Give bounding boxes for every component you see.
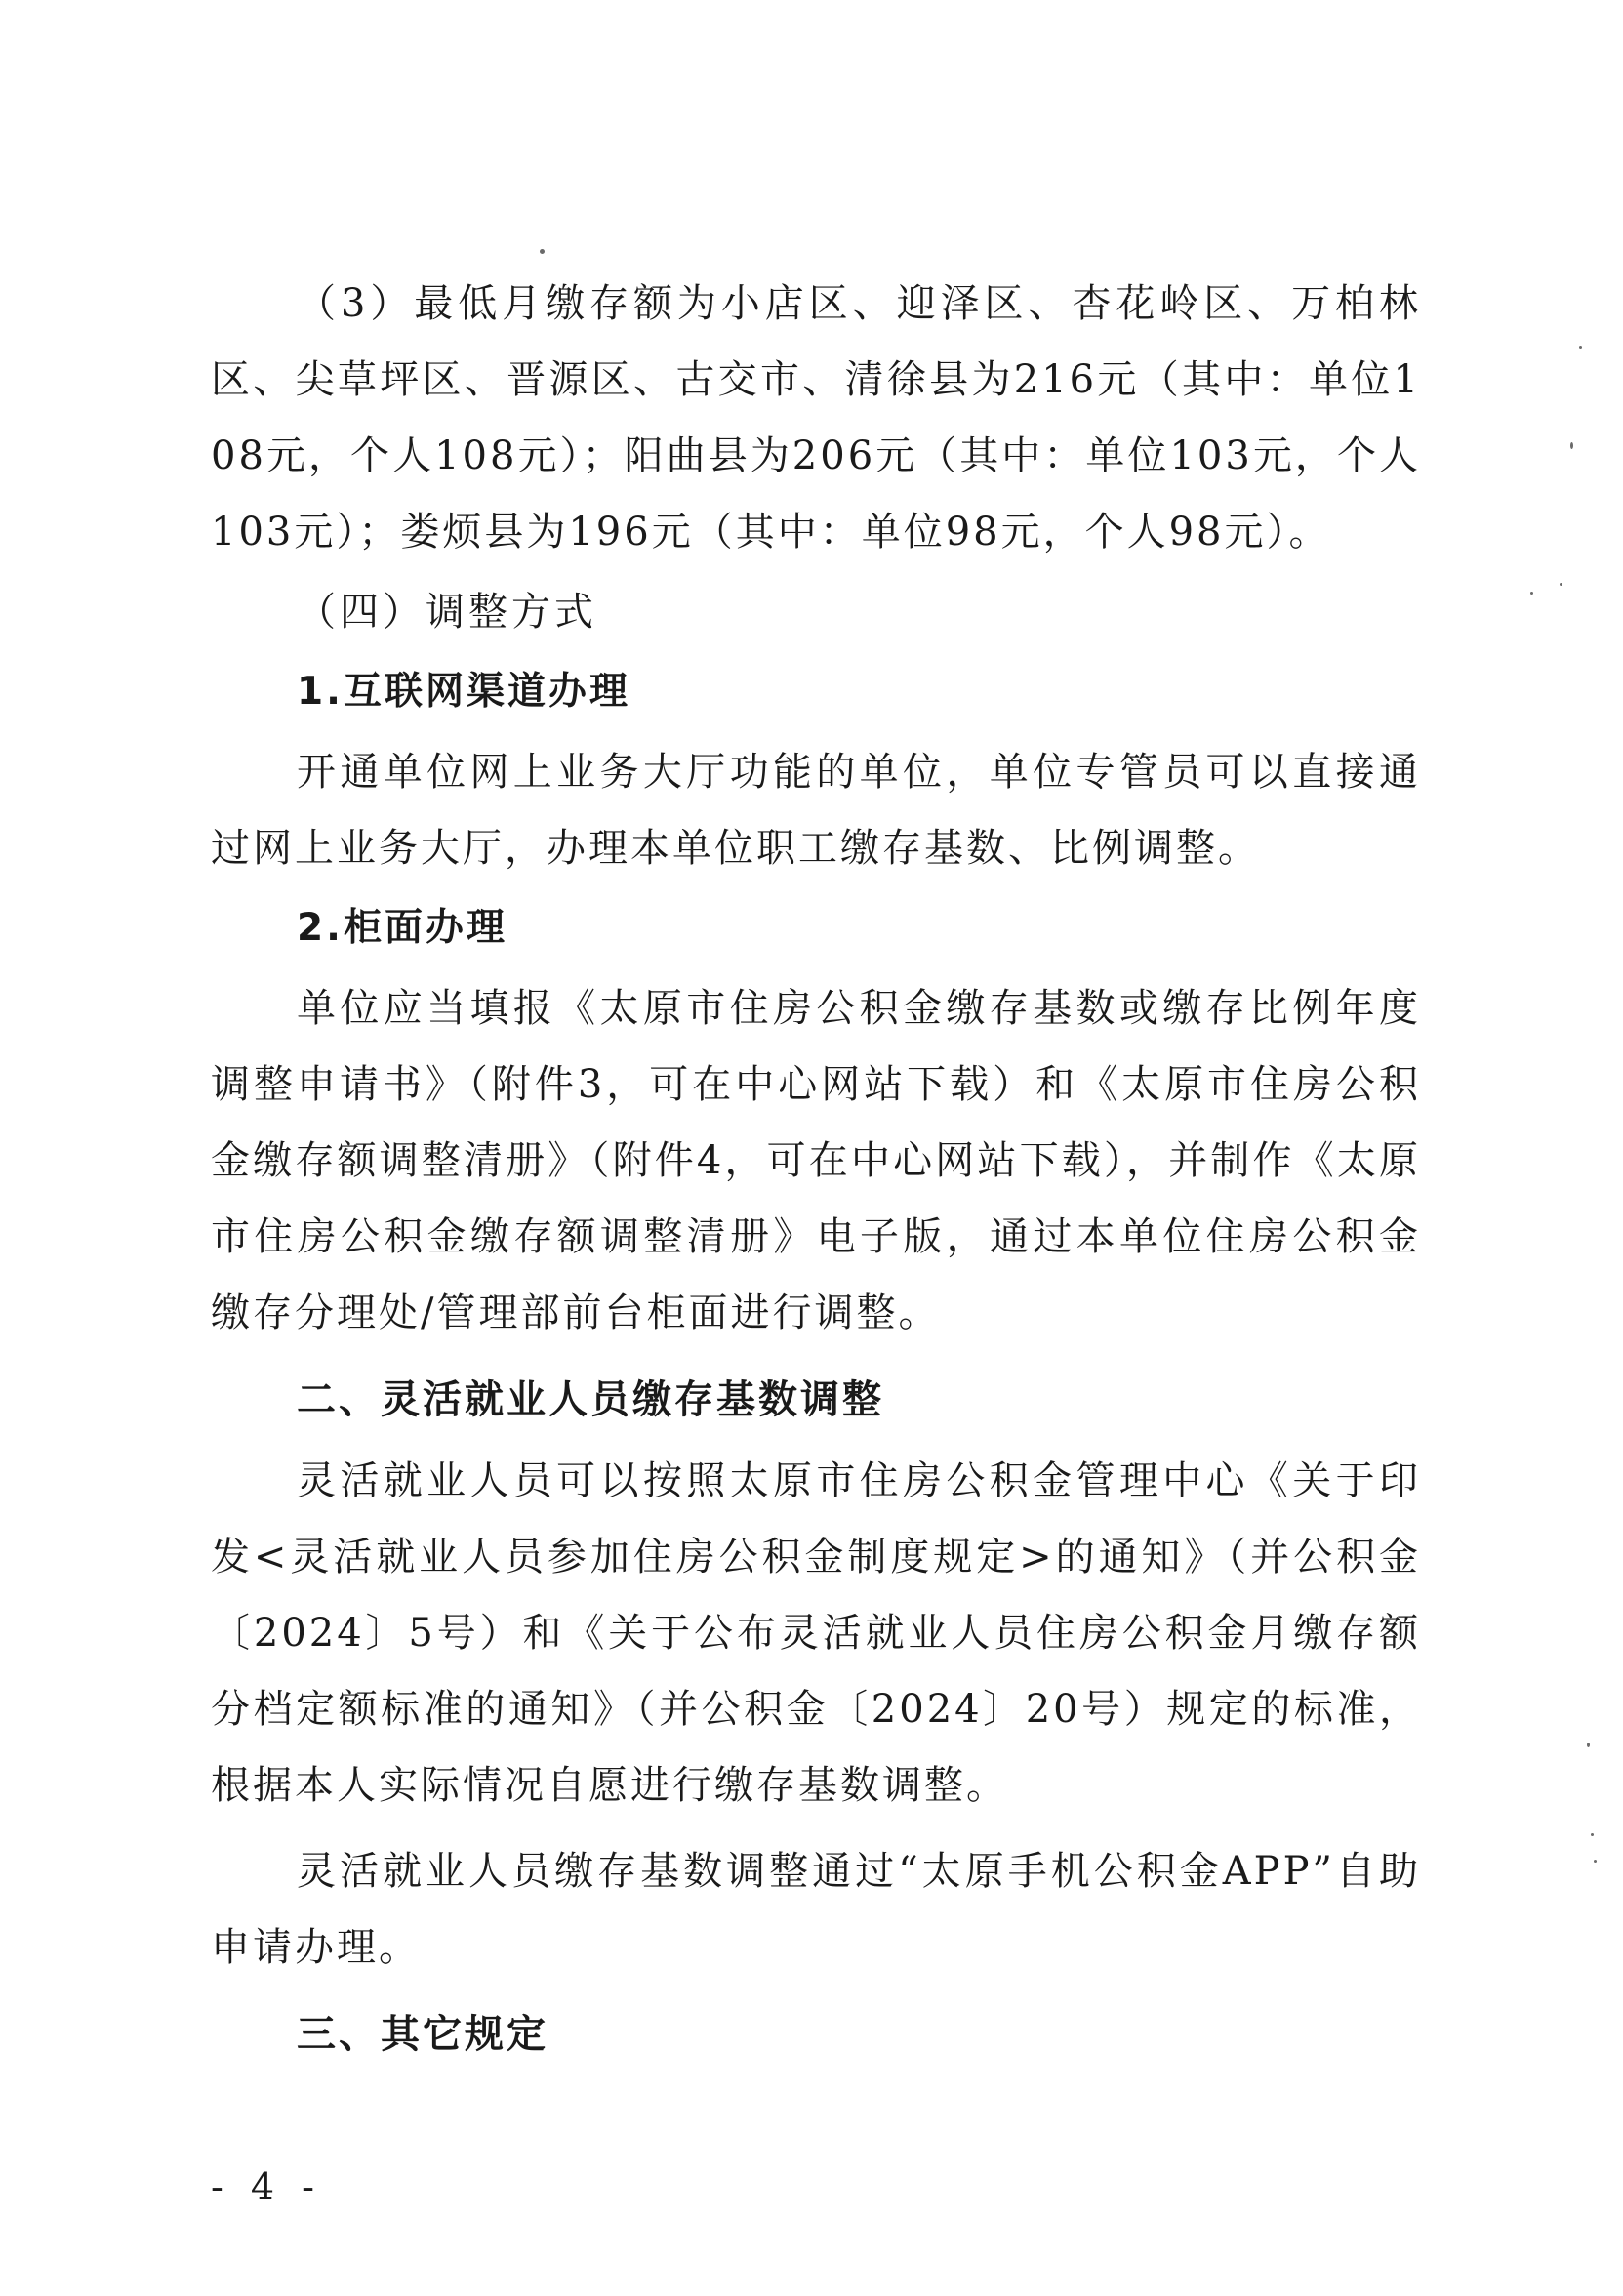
heading-counter: 2.柜面办理: [297, 906, 507, 950]
heading-internet-channel: 1.互联网渠道办理: [297, 670, 630, 714]
paragraph-counter: 单位应当填报《太原市住房公积金缴存基数或缴存比例年度调整申请书》（附件3，可在中心网站下载）和《太原市住房公积金缴存额调整清册》（附件4，可在中心网站下载），并制作《太原市住房公积金缴存额调整清册》电子版，通过本单位住房公积金缴存分理处/管理部前台柜面进行调整。: [211, 986, 1421, 1335]
scan-speck: [1591, 1833, 1594, 1836]
document-body: [211, 266, 1421, 2073]
page-number: - 4 -: [211, 2165, 323, 2208]
scan-speck: [1594, 1860, 1597, 1863]
scan-speck: [1560, 583, 1562, 586]
paragraph-internet-channel: 开通单位网上业务大厅功能的单位，单位专管员可以直接通过网上业务大厅，办理本单位职工缴存基数、比例调整。: [211, 750, 1421, 871]
scan-speck: [1570, 442, 1573, 449]
paragraph-minimum-deposit: （3）最低月缴存额为小店区、迎泽区、杏花岭区、万柏林区、尖草坪区、晋源区、古交市、清徐县为216元（其中：单位108元，个人108元）；阳曲县为206元（其中：单位103元，个人103元）；娄烦县为196元（其中：单位98元，个人98元）。: [211, 281, 1421, 554]
heading-flexible-employment: 二、灵活就业人员缴存基数调整: [297, 1377, 884, 1422]
scan-speck: [1530, 592, 1533, 594]
heading-other-rules: 三、其它规定: [297, 2012, 548, 2057]
paragraph-flexible-app: 灵活就业人员缴存基数调整通过“太原手机公积金APP”自助申请办理。: [211, 1849, 1421, 1970]
paragraph-flexible-standard: 灵活就业人员可以按照太原市住房公积金管理中心《关于印发<灵活就业人员参加住房公积金制度规定>的通知》（并公积金〔2024〕5号）和《关于公布灵活就业人员住房公积金月缴存额分档定额标准的通知》（并公积金〔2024〕20号）规定的标准，根据本人实际情况自愿进行缴存基数调整。: [211, 1458, 1421, 1808]
subheading-adjust-method: （四）调整方式: [297, 590, 597, 635]
scan-speck: [1587, 1742, 1590, 1747]
scan-speck: [540, 249, 545, 254]
scan-speck: [1579, 346, 1582, 348]
